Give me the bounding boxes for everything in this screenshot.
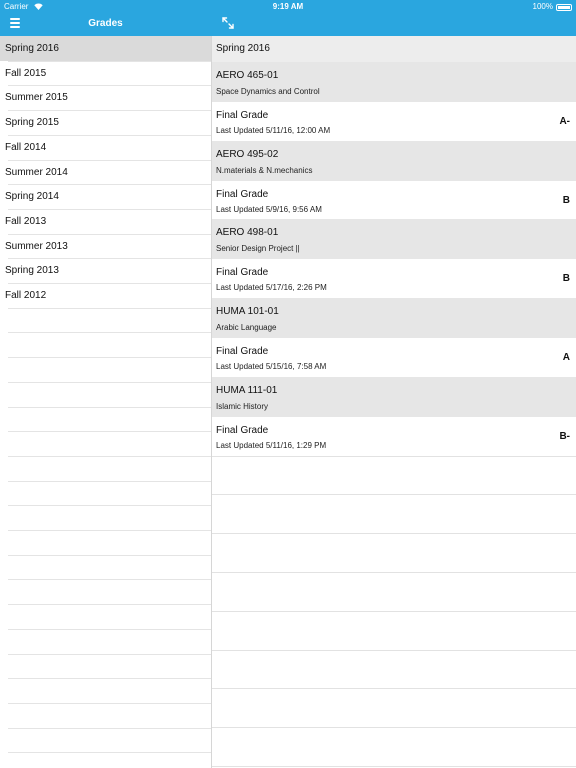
course-name: Senior Design Project || [216,244,300,254]
course-header [212,219,576,259]
course-name: Arabic Language [216,323,277,333]
row-separator [8,160,211,161]
row-separator [8,481,211,482]
course-code: AERO 498-01 [216,227,279,239]
course-header [212,377,576,417]
sidebar-item-term[interactable]: Spring 2015 [5,117,59,129]
row-separator [8,234,211,235]
row-separator [212,766,576,767]
grade-label: Final Grade [216,424,269,436]
row-separator [8,308,211,309]
carrier-label: Carrier [4,2,29,11]
course-code: AERO 465-01 [216,70,279,81]
row-separator [212,533,576,534]
row-separator [8,258,211,259]
row-separator [8,283,211,284]
grade-value: A [562,352,570,364]
row-separator [8,431,211,432]
grade-row[interactable] [212,338,576,377]
status-battery [533,1,572,13]
course-header [212,62,576,102]
last-updated: Last Updated 5/15/16, 7:58 AM [216,362,327,372]
sidebar-item-term[interactable]: Summer 2014 [5,166,68,178]
row-separator [8,135,211,136]
row-separator [212,572,576,573]
grade-value: B [562,273,570,285]
grade-value: B [562,194,570,206]
sidebar-item-term[interactable]: Fall 2012 [5,290,47,301]
grade-label: Final Grade [216,188,269,200]
row-separator [8,456,211,457]
section-header-term: Spring 2016 [212,36,576,62]
page-title: Grades [88,18,123,29]
grade-row[interactable] [212,417,576,456]
course-code: HUMA 111-01 [216,384,278,396]
row-separator [8,579,211,580]
grade-row[interactable] [212,181,576,220]
row-separator [8,110,211,111]
status-time: 9:19 AM [272,2,304,11]
row-separator [8,382,211,383]
row-separator [212,494,576,495]
row-separator [8,184,211,185]
course-code: HUMA 101-01 [216,306,279,318]
row-separator [8,604,211,605]
row-separator [8,703,211,704]
row-separator [8,752,211,753]
row-separator [8,85,211,86]
row-separator [8,728,211,729]
row-separator [8,61,211,62]
grade-row[interactable] [212,259,576,298]
row-separator [8,530,211,531]
course-name: Space Dynamics and Control [216,87,320,96]
row-separator [8,505,211,506]
battery-percent: 100% [532,2,553,11]
row-separator [212,611,576,612]
sidebar-item-term[interactable]: Fall 2013 [5,215,47,227]
course-header [212,298,576,338]
course-code: AERO 495-02 [216,148,279,160]
last-updated: Last Updated 5/9/16, 9:56 AM [216,204,322,214]
row-separator [212,456,576,457]
sidebar-item-term[interactable]: Spring 2016 [0,36,211,61]
row-separator [212,688,576,689]
grade-label: Final Grade [216,346,269,358]
grades-detail [212,36,576,768]
sidebar-item-term[interactable]: Fall 2014 [5,141,47,153]
course-header [212,141,576,181]
row-separator [8,678,211,679]
sidebar-item-term[interactable]: Spring 2014 [5,191,59,203]
course-name: Islamic History [216,401,269,411]
grade-value: A- [559,116,570,127]
sidebar-item-term[interactable]: Summer 2013 [5,240,68,252]
expand-arrows-icon[interactable] [220,15,236,31]
last-updated: Last Updated 5/17/16, 2:26 PM [216,283,327,293]
row-separator [8,407,211,408]
row-separator [8,629,211,630]
row-separator [8,332,211,333]
term-list [0,36,211,768]
sidebar-item-term[interactable]: Spring 2013 [5,265,59,277]
grade-value: B- [559,430,570,442]
row-separator [8,654,211,655]
sidebar-item-term[interactable]: Fall 2015 [5,67,47,79]
navigation-bar [0,0,576,36]
row-separator [8,357,211,358]
grade-row[interactable] [212,102,576,141]
grade-label: Final Grade [216,267,269,279]
battery-icon [556,4,572,11]
last-updated: Last Updated 5/11/16, 1:29 PM [216,440,327,450]
row-separator [8,209,211,210]
last-updated: Last Updated 5/11/16, 12:00 AM [216,126,331,135]
row-separator [212,650,576,651]
sidebar-item-term[interactable]: Summer 2015 [5,92,68,104]
grade-label: Final Grade [216,110,269,121]
row-separator [212,727,576,728]
row-separator [8,555,211,556]
course-name: N.materials & N.mechanics [216,165,313,175]
